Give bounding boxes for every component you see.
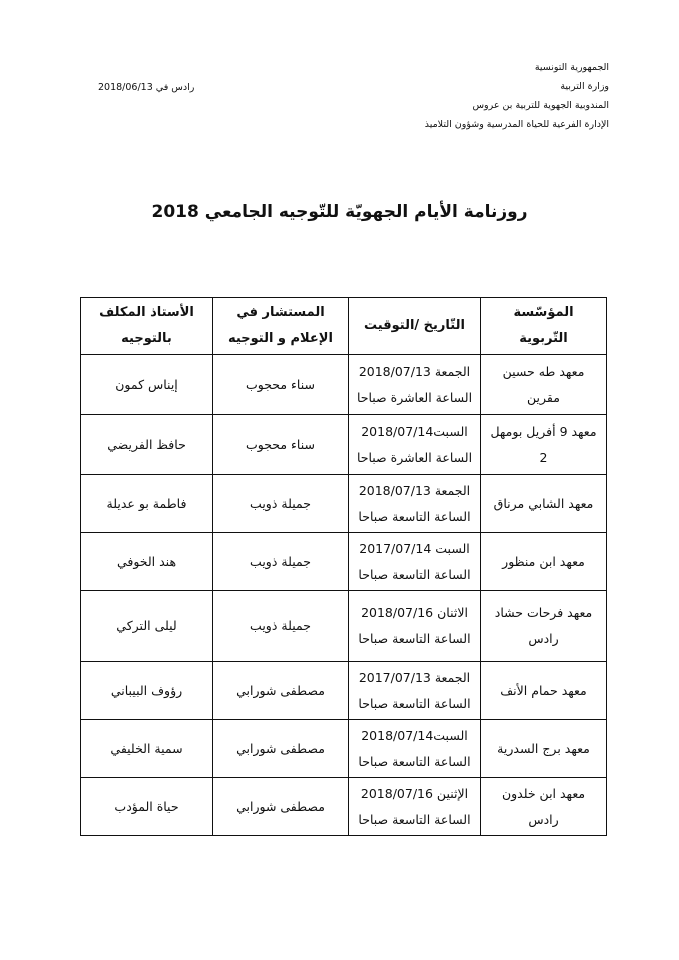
date-text: الجمعة 2017/07/13 — [358, 669, 471, 685]
advisor-cell: مصطفى شورابي — [213, 720, 349, 778]
teacher-cell: سمية الخليفي — [81, 720, 213, 778]
table-row — [81, 475, 607, 533]
date-text: السبت2018/07/14 — [361, 727, 468, 743]
table-row — [81, 415, 607, 475]
time-text: الساعة التاسعة صباحا — [358, 631, 471, 646]
date-time-cell — [349, 415, 481, 475]
teacher-cell: ليلى التركي — [81, 591, 213, 662]
date-time-cell — [349, 533, 481, 591]
date-text: الجمعة 2018/07/13 — [358, 482, 471, 498]
table-row — [81, 720, 607, 778]
date-time-cell — [349, 475, 481, 533]
table-row — [81, 778, 607, 836]
date-time-cell — [349, 662, 481, 720]
advisor-cell: مصطفى شورابي — [213, 778, 349, 836]
advisor-cell: جميلة ذويب — [213, 475, 349, 533]
institution-cell: معهد ابن خلدون رادس — [481, 778, 607, 836]
page-title: روزنامة الأيام الجهويّة للتّوجيه الجامعي 2018 — [151, 202, 528, 222]
date-time-cell — [349, 591, 481, 662]
ministry-header — [425, 58, 609, 134]
institution-cell: معهد ابن منظور — [481, 533, 607, 591]
institution-cell: معهد طه حسين مقرين — [481, 355, 607, 415]
header-advisor: المستشار في الإعلام و التوجيه — [213, 298, 349, 355]
table-row — [81, 662, 607, 720]
institution-cell: معهد 9 أفريل بومهل 2 — [481, 415, 607, 475]
advisor-cell: جميلة ذويب — [213, 533, 349, 591]
header-line-republic: الجمهورية التونسية — [534, 62, 609, 73]
date-time-cell — [349, 355, 481, 415]
teacher-cell: هند الخوفي — [81, 533, 213, 591]
teacher-cell: حياة المؤدب — [81, 778, 213, 836]
time-text: الساعة التاسعة صباحا — [358, 566, 471, 582]
teacher-cell: حافظ الفريضي — [81, 415, 213, 475]
time-text: الساعة التاسعة صباحا — [358, 811, 471, 827]
header-institution: المؤسّسة التّربوية — [481, 298, 607, 355]
date-text: الإثنين 2018/07/16 — [360, 785, 469, 801]
header-line-ministry: وزارة التربية — [560, 81, 609, 92]
advisor-cell: سناء محجوب — [213, 355, 349, 415]
time-text: الساعة التاسعة صباحا — [358, 753, 471, 769]
date-text: الاثنان 2018/07/16 — [361, 605, 468, 620]
date-text: السبت2018/07/14 — [361, 423, 468, 439]
table-header-row — [81, 298, 607, 355]
advisor-cell: جميلة ذويب — [213, 591, 349, 662]
date-text: الجمعة 2018/07/13 — [358, 363, 471, 379]
institution-cell: معهد الشابي مرناق — [481, 475, 607, 533]
time-text: الساعة التاسعة صباحا — [358, 695, 471, 711]
date-text: السبت 2017/07/14 — [359, 540, 470, 556]
time-text: الساعة التاسعة صباحا — [358, 508, 471, 524]
schedule-table — [80, 297, 607, 836]
table-row — [81, 591, 607, 662]
header-teacher: الأستاذ المكلف بالتوجيه — [81, 298, 213, 355]
institution-cell: معهد برج السدرية — [481, 720, 607, 778]
table-row — [81, 355, 607, 415]
advisor-cell: سناء محجوب — [213, 415, 349, 475]
date-time-cell — [349, 778, 481, 836]
time-text: الساعة العاشرة صباحا — [356, 389, 473, 405]
header-date-time: التّاريخ /التوقيت — [349, 298, 481, 355]
advisor-cell: مصطفى شورابي — [213, 662, 349, 720]
place-date: رادس في 2018/06/13 — [98, 82, 195, 93]
time-text: الساعة العاشرة صباحا — [356, 449, 473, 465]
teacher-cell: إيناس كمون — [81, 355, 213, 415]
date-time-cell — [349, 720, 481, 778]
header-line-department: الإدارة الفرعية للحياة المدرسية وشؤون التلاميذ — [424, 119, 609, 130]
table-row — [81, 533, 607, 591]
teacher-cell: فاطمة بو عديلة — [81, 475, 213, 533]
institution-cell: معهد حمام الأنف — [481, 662, 607, 720]
header-line-delegation: المندوبية الجهوية للتربية بن عروس — [472, 100, 609, 111]
teacher-cell: رؤوف البيباني — [81, 662, 213, 720]
institution-cell: معهد فرحات حشاد رادس — [481, 591, 607, 662]
